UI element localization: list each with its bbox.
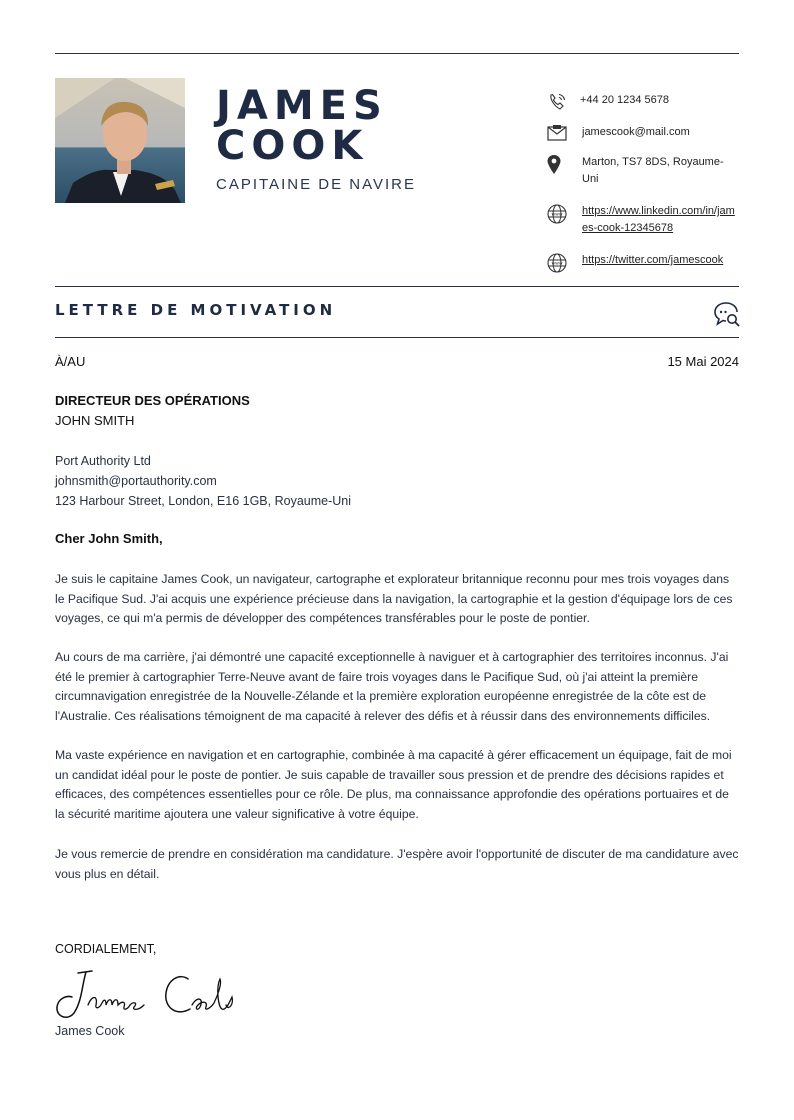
section-rule-bottom <box>55 337 739 338</box>
recipient-name: JOHN SMITH <box>55 413 135 428</box>
letter-date: 15 Mai 2024 <box>667 354 739 369</box>
signer-name: James Cook <box>55 1024 125 1038</box>
recipient-title: DIRECTEUR DES OPÉRATIONS <box>55 393 250 408</box>
name-first: JAMES <box>216 83 388 129</box>
globe-icon <box>546 203 568 225</box>
name-last: COOK <box>216 123 369 169</box>
section-rule-top <box>55 286 739 287</box>
signature-text: James Cook <box>52 965 58 966</box>
phone-text: +44 20 1234 5678 <box>580 94 670 106</box>
paragraph-2: Au cours de ma carrière, j'ai démontré une capacité exceptionnelle à naviguer et à cartographier des territoires inconnus. J'ai été le premier à cartographier Terre-Neuve avant de faire trois voyages dans le Pacifique Sud, où j'ai atteint la première circumnavigation enregistrée de la Nouvelle-Zélande et la première exploration européenne enregistrée de la côte est de l'Australie. Ces réalisations témoignent de ma capacité à relever des défis et à réussir dans des environnements difficiles. <box>55 650 729 724</box>
recipient-address: 123 Harbour Street, London, E16 1GB, Royaume-Uni <box>55 494 352 508</box>
paragraph-4: Je vous remercie de prendre en considération ma candidature. J'espère avoir l'opportunité de discuter de ma candidature avec vous plus en détail. <box>55 847 739 881</box>
svg-text:www: www <box>551 261 563 267</box>
chat-search-icon <box>713 300 741 328</box>
address-text: Marton, TS7 8DS, Royaume-Uni <box>582 156 724 185</box>
candidate-name <box>216 83 388 169</box>
linkedin-link[interactable]: https://www.linkedin.com/in/james-cook-12345678 <box>582 205 735 234</box>
globe-icon <box>546 252 568 274</box>
paragraph-3: Ma vaste expérience en navigation et en cartographie, combinée à ma capacité à gérer efficacement un équipage, fait de moi un candidat idéal pour le poste de pontier. Je suis capable de travailler sous pression et de prendre des décisions rapides et efficaces, des compétences essentielles pour ce rôle. De plus, ma connaissance approfondie des opérations portuaires et de la sécurité maritime ajoutera une valeur significative à votre équipe. <box>55 748 732 822</box>
paragraph-1: Je suis le capitaine James Cook, un navigateur, cartographe et explorateur britannique reconnu pour mes trois voyages dans le Pacifique Sud. J'ai acquis une expérience précieuse dans la navigation, la cartographie et la gestion d'équipage lors de ces voyages, ce qui m'a permis de développer des compétences transférables pour le poste de pontier. <box>55 572 733 626</box>
salutation: Cher John Smith, <box>55 531 163 546</box>
section-title: LETTRE DE MOTIVATION <box>55 301 337 319</box>
to-label: À/AU <box>55 354 86 369</box>
twitter-link[interactable]: https://twitter.com/jamescook <box>582 254 724 266</box>
recipient-company: Port Authority Ltd <box>55 454 151 468</box>
email-text: jamescook@mail.com <box>582 126 690 138</box>
map-pin-icon <box>546 154 568 176</box>
phone-icon <box>546 91 568 113</box>
top-rule <box>55 53 739 54</box>
svg-text:www: www <box>551 212 563 218</box>
recipient-email: johnsmith@portauthority.com <box>55 474 217 488</box>
closing: CORDIALEMENT, <box>55 942 157 956</box>
profile-photo <box>55 78 185 203</box>
job-title: CAPITAINE DE NAVIRE <box>216 176 416 193</box>
mail-icon <box>546 123 568 145</box>
signature <box>52 965 242 1025</box>
